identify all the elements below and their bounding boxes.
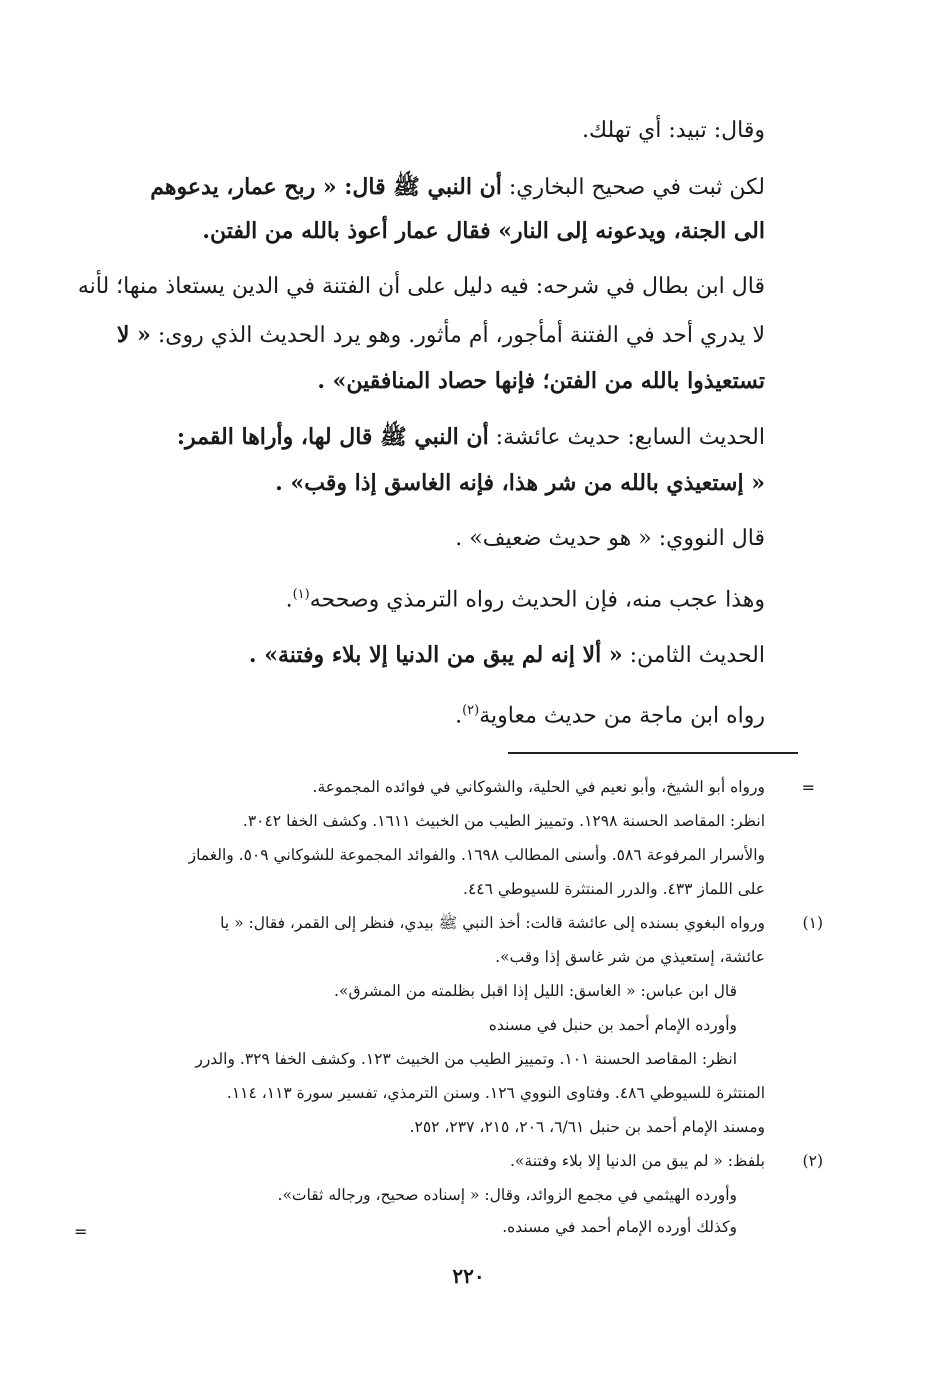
end-marker: = <box>74 1222 88 1241</box>
fn-cont-line-2: انظر: المقاصد الحسنة ١٢٩٨. وتمييز الطيب من الخبيث ١٦١١. وكشف الخفا ٣٠٤٢. <box>242 812 765 830</box>
fn2-line-2: وأورده الهيثمي في مجمع الزوائد، وقال: « إسناده صحيح، ورجاله ثقات». <box>277 1186 737 1204</box>
main-line-4: قال ابن بطال في شرحه: فيه دليل على أن الفتنة في الدين يستعاذ منها؛ لأنه <box>77 274 765 299</box>
p3-line2-text: لا يدري أحد في الفتنة أمأجور، أم مأثور. وهو يرد الحديث الذي روى: <box>150 323 765 348</box>
fn1-line-7: ومسند الإمام أحمد بن حنبل ٦/٦١، ٢٠٦، ٢١٥، ٢٣٧، ٢٥٢. <box>409 1118 765 1136</box>
fn-cont-line-3: والأسرار المرفوعة ٥٨٦. وأسنى المطالب ١٦٩٨. والفوائد المجموعة للشوكاني ٥٠٩. والغماز <box>188 846 765 864</box>
main-line-11 <box>249 640 765 671</box>
p4-bold: أن النبي ﷺ قال لها، وأراها القمر: <box>176 424 489 450</box>
main-line-6: تستعيذوا بالله من الفتن؛ فإنها حصاد المنافقين» . <box>317 368 765 394</box>
footnote-separator <box>508 752 798 754</box>
p2-intro: لكن ثبت في صحيح البخاري: <box>501 175 765 200</box>
p3-line2-bold: « لا <box>116 322 151 348</box>
main-line-10: وهذا عجب منه، فإن الحديث رواه الترمذي وصححه$^{(١)}$. <box>285 587 765 613</box>
main-line-1: وقال: تبيد: أي تهلك. <box>582 118 765 143</box>
fn1-line-6: المنتثرة للسيوطي ٤٨٦. وفتاوى النووي ١٢٦. وسنن الترمذي، تفسير سورة ١١٣، ١١٤. <box>226 1084 765 1102</box>
footnote-ref-1: (١) <box>292 587 310 602</box>
fn-cont-line-4: على اللماز ٤٣٣. والدرر المنتثرة للسيوطي ٤٤٦. <box>463 880 765 898</box>
fn2-line-3: وكذلك أورده الإمام أحمد في مسنده. <box>502 1218 737 1236</box>
page-number: ٢٢٠ <box>452 1264 485 1288</box>
main-line-2 <box>150 172 765 203</box>
main-line-7 <box>177 422 765 453</box>
main-line-3: الى الجنة، ويدعونه إلى النار» فقال عمار أعوذ بالله من الفتن. <box>202 218 765 244</box>
fn-cont-line-1: ورواه أبو الشيخ، وأبو نعيم في الحلية، والشوكاني في فوائده المجموعة. <box>312 778 765 796</box>
fn1-line-3: قال ابن عباس: « الغاسق: الليل إذا اقبل بظلمته من المشرق». <box>334 982 737 1000</box>
fn1-line-1: ورواه البغوي بسنده إلى عائشة قالت: أخذ النبي ﷺ بيدي، فنظر إلى القمر، فقال: « يا <box>220 914 765 932</box>
main-line-12: رواه ابن ماجة من حديث معاوية$^{(٢)}$. <box>455 703 765 729</box>
fn1-line-5: انظر: المقاصد الحسنة ١٠١. وتمييز الطيب من الخبيث ١٢٣. وكشف الخفا ٣٢٩. والدرر <box>195 1050 737 1068</box>
footnote-2-number: (٢) <box>802 1152 823 1170</box>
main-line-9: قال النووي: « هو حديث ضعيف» . <box>455 526 765 551</box>
fn1-line-4: وأورده الإمام أحمد بن حنبل في مسنده <box>488 1016 737 1034</box>
footnote-ref-2: (٢) <box>462 703 480 718</box>
p2-bold: أن النبي ﷺ قال: « ربح عمار، يدعوهم <box>150 174 502 200</box>
footnote-1-number: (١) <box>802 914 823 932</box>
fn2-line-1: بلفظ: « لم يبق من الدنيا إلا بلاء وفتنة». <box>509 1152 765 1170</box>
main-line-8: « إستعيذي بالله من شر هذا، فإنه الغاسق إذا وقب» . <box>275 470 765 496</box>
main-line-5 <box>117 320 765 351</box>
p7-intro: الحديث الثامن: <box>622 643 765 668</box>
continuation-marker: = <box>801 778 815 797</box>
p7-bold: « ألا إنه لم يبق من الدنيا إلا بلاء وفتنة» . <box>248 642 623 668</box>
fn1-line-2: عائشة، إستعيذي من شر غاسق إذا وقب». <box>495 948 765 966</box>
p4-intro: الحديث السابع: حديث عائشة: <box>488 425 765 450</box>
